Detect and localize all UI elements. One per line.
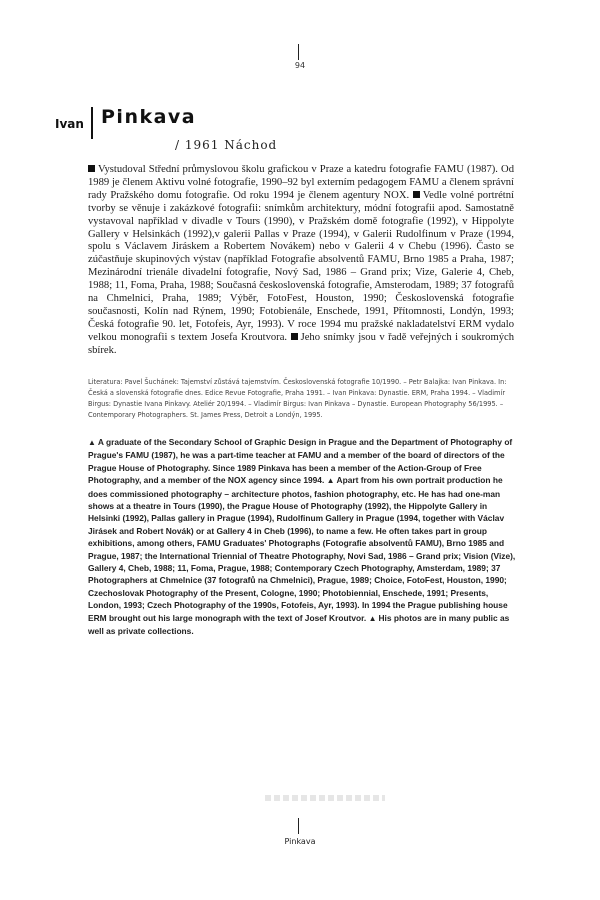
czech-paragraph-3: Jeho snímky jsou v řadě veřejných i soukromých sbírek. [88, 331, 515, 356]
name-divider [91, 107, 93, 139]
birth-year-place: / 1961 Náchod [175, 138, 278, 152]
square-bullet-icon [88, 165, 95, 172]
bleed-through-mark [265, 795, 385, 801]
english-paragraph-1: A graduate of the Secondary School of Graphic Design in Prague and the Department of Photography of Prague's FAMU (1987), he was a part-time teacher at FAMU and a member of the board of directors of the Prague House of Photography. Since 1989 Pinkava has been a member of the Action-Group of Free Photography, and a member of the NOX agency since 1994. [88, 437, 513, 486]
bottom-divider [298, 818, 299, 834]
english-paragraph-2: Apart from his own portrait production he does commissioned photography – architecture photos, fashion photography, etc. He has had one-man shows at a theatre in Tours (1990), the Prague House of Photography (1992), the Hippolyte Gallery in Helsinki (1992), Pallas gallery in Prague (1994), Rudolfinum Gallery in Prague (1994, together with Václav Jirásek and Robert Novák) or at Gallery 4 in Cheb (1996), to name a few. He often takes part in group exhibitions, among others, FAMU Graduates' Photographs (Fotografie absolventů FAMU), Brno 1985 and Prague, 1987; the International Triennial of Theatre Photography, Novi Sad, 1986 – Grand prix; Vision (Vize), Gallery 4, Cheb, 1988; 11, Foma, Prague, 1988; Contemporary Czech Photography, Amsterdam, 1989; 37 Photographers at Chmelnice (37 fotografů na Chmelnici), Prague, 1989; Choice, FotoFest, Houston, 1990; Czechoslovak Photography of the Present, Cologne, 1990; Photobiennial, Enschede, 1991; Presents, London, 1993; Czech Photography of the 1990s, Fotofeis, Ayr, 1993). In 1994 the Prague publishing house ERM brought out his large monograph with the text of Josef Kroutvor. [88, 475, 516, 623]
running-footer: Pinkava [284, 837, 316, 846]
square-bullet-icon [291, 333, 298, 340]
english-biography [88, 436, 516, 638]
page-number: 94 [294, 61, 306, 70]
english-paragraph-3: His photos are in many public as well as private collections. [88, 612, 510, 637]
czech-paragraph-1: Vystudoval Střední průmyslovou školu grafickou v Praze a katedru fotografie FAMU (1987). Od 1989 je členem Aktivu volné fotografie, 1990–92 byl externím pedagogem FAMU a členem správní rady Pražského domu fotografie. Od roku 1994 je členem agentury NOX. [88, 164, 514, 201]
top-divider [298, 44, 299, 60]
square-bullet-icon [413, 191, 420, 198]
czech-paragraph-2: Vedle volné portrétní tvorby se věnuje i zakázkové fotografii: snímkům architektury, módní fotografii apod. Samostatně vystavoval například v divadle v Tours (1990), v Pražském domě fotografie (1992), v Hippolyte Gallery v Helsinkách (1992),v galerii Pallas v Praze (1994), v Galerii Rudolfinum v Praze (1994, spolu s Václavem Jiráskem a Robertem Novákem) nebo v Galerii 4 v Chebu (1996). Často se zúčastňuje skupinových výstav (například Fotografie absolventů FAMU, Brno 1985 a Praha, 1987; Mezinárodní trienále divadelní fotografie, Nový Sad, 1986 – Grand prix; Vize, Galerie 4, Cheb, 1988; 11, Foma, Praha, 1988; Současná československá fotografie, Amsterodam, 1989; 37 fotografů na Chmelnici, Praha, 1989; Výběr, FotoFest, Houston, 1990; Československá fotografie současnosti, Kolín nad Rýnem, 1990; Fotobienále, Enschede, 1991, Přítomnosti, Londýn, 1993; Česká fotografie 90. let, Fotofeis, Ayr, 1993). V roce 1994 mu pražské nakladatelství ERM vydalo velkou monografii s textem Josefa Kroutvora. [88, 189, 514, 343]
last-name: Pinkava [101, 106, 197, 128]
czech-biography [88, 164, 514, 358]
triangle-bullet-icon: ▲ [326, 476, 335, 486]
literature-list: Literatura: Pavel Šuchánek: Tajemství zůstává tajemstvím. Československá fotografie 10/1990. – Petr Balajka: Ivan Pinkava. In: Česká a slovenská fotografie dnes. Edice Revue Fotografie, Praha 1991. – Ivan Pinkava: Dynastie. ERM, Praha 1994. – Vladimír Birgus: Dynastie Ivana Pinkavy. Ateliér 20/1994. – Vladimír Birgus: Ivan Pinkava – Dynastie. European Photography 56/1995. – Contemporary Photographers. St. James Press, Detroit a Londýn, 1995. [88, 378, 507, 419]
first-name: Ivan [55, 117, 84, 131]
triangle-bullet-icon: ▲ [368, 613, 377, 623]
triangle-bullet-icon: ▲ [88, 438, 96, 447]
